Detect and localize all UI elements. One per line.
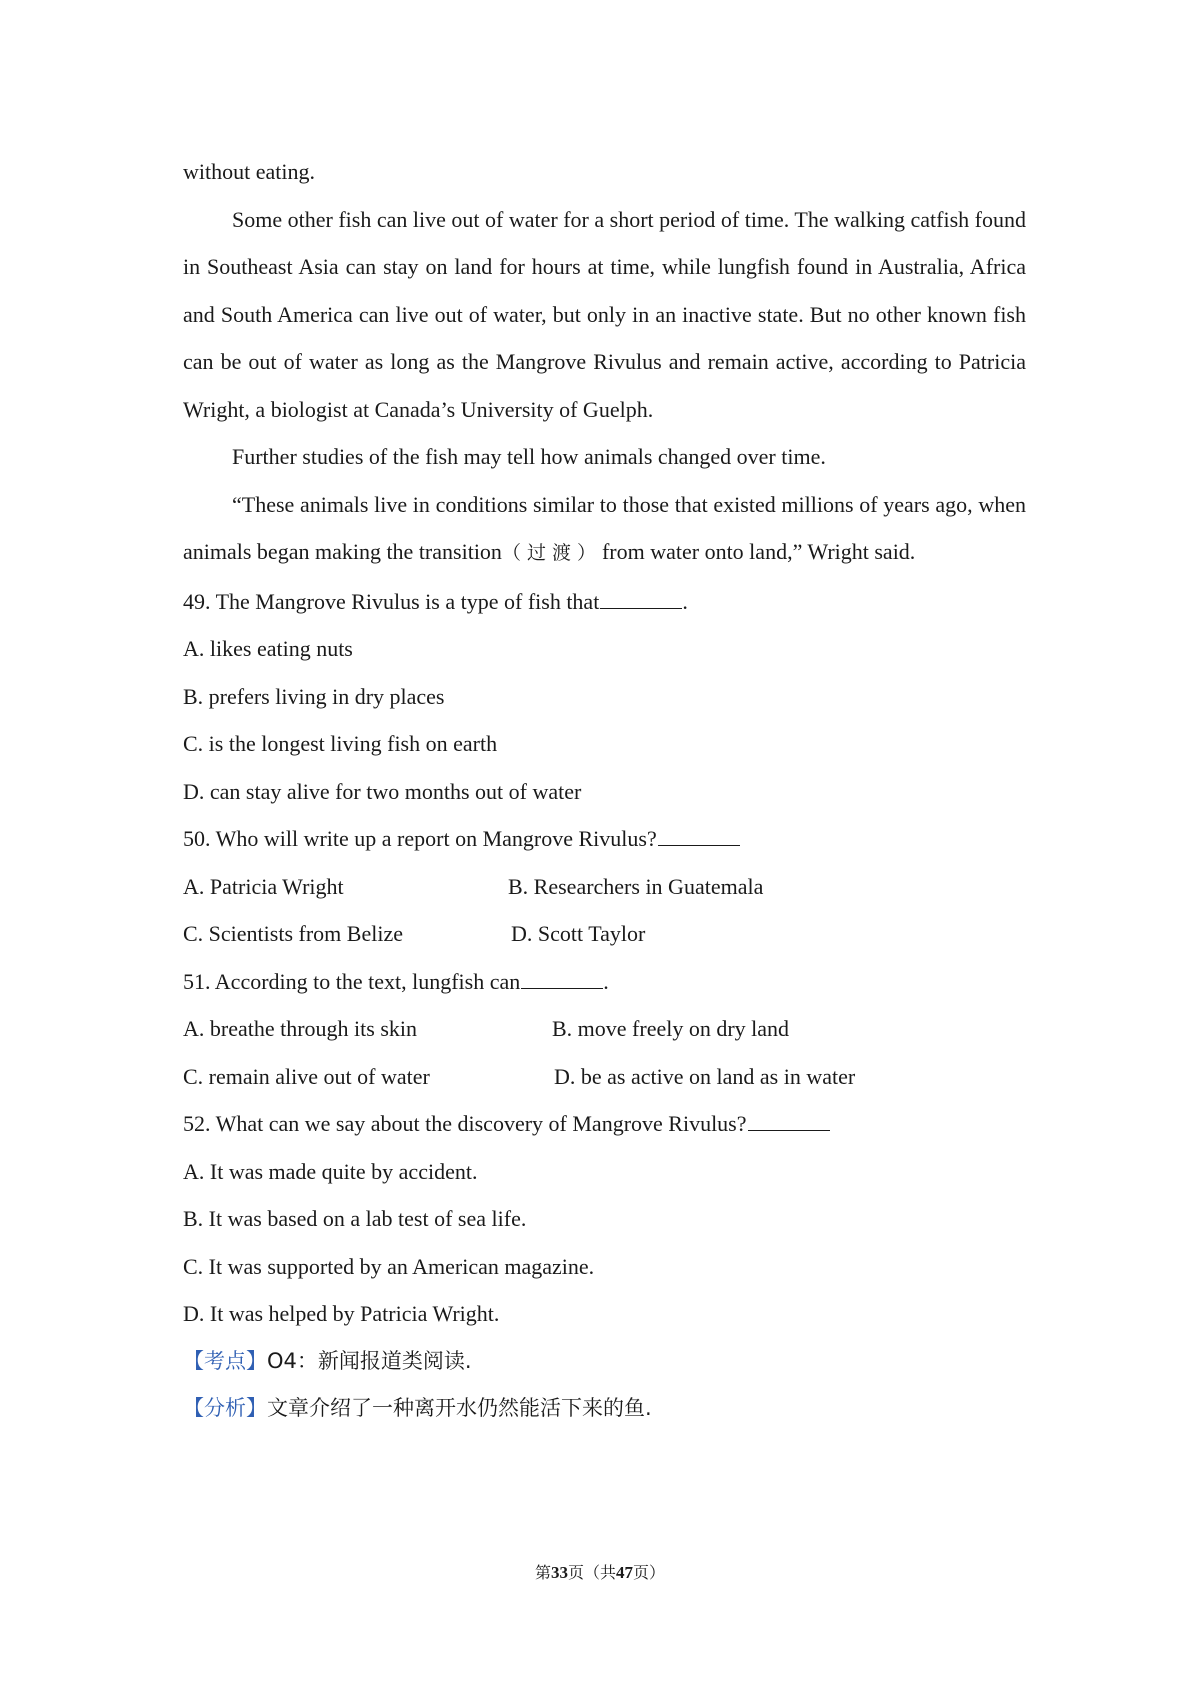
answer-blank bbox=[658, 827, 740, 846]
question-50-option-c: C. Scientists from Belize bbox=[183, 921, 403, 946]
question-52-option-b: B. It was based on a lab test of sea life. bbox=[183, 1206, 527, 1231]
total-page-count: 47 bbox=[616, 1563, 633, 1582]
fenxi-tag: 【分析】 bbox=[183, 1396, 267, 1420]
question-50-options-row-2 bbox=[183, 910, 1026, 958]
passage-paragraph-1: Some other fish can live out of water for a short period of time. The walking catfish found in Southeast Asia can stay on land for hours at time, while lungfish found in Australia, Africa and South America can live out of water, but only in an inactive state. But no other known fish can be out of water as long as the Mangrove Rivulus and remain active, according to Patricia Wright, a biologist at Canada’s University of Guelph. bbox=[183, 206, 1026, 422]
answer-blank bbox=[521, 970, 603, 989]
passage-paragraph-2: Further studies of the fish may tell how animals changed over time. bbox=[232, 444, 826, 469]
question-51-option-d: D. be as active on land as in water bbox=[554, 1063, 856, 1089]
passage-paragraph-3-end: from water onto land,” Wright said. bbox=[601, 539, 916, 564]
question-49-option-a: A. likes eating nuts bbox=[183, 636, 353, 661]
passage-chinese-gloss: （过渡） bbox=[501, 542, 602, 564]
question-51-option-a: A. breathe through its skin bbox=[183, 1016, 418, 1041]
question-51-option-c: C. remain alive out of water bbox=[183, 1063, 430, 1089]
question-52-stem: 52. What can we say about the discovery of Mangrove Rivulus? bbox=[183, 1100, 1026, 1148]
question-49-option-c: C. is the longest living fish on earth bbox=[183, 731, 498, 756]
question-49-stem: 49. The Mangrove Rivulus is a type of fish that . bbox=[183, 588, 688, 614]
question-51-options-row-2 bbox=[183, 1053, 1026, 1101]
fenxi-text: 文章介绍了一种离开水仍然能活下来的鱼. bbox=[267, 1396, 652, 1420]
question-50-options-row-1 bbox=[183, 863, 1026, 911]
question-51-options-row-1 bbox=[183, 1005, 1026, 1053]
question-52-option-d: D. It was helped by Patricia Wright. bbox=[183, 1301, 500, 1326]
kaodian-text: O4：新闻报道类阅读. bbox=[267, 1348, 472, 1373]
question-51-stem: 51. According to the text, lungfish can . bbox=[183, 968, 609, 994]
question-52-option-a: A. It was made quite by accident. bbox=[183, 1158, 478, 1184]
answer-blank bbox=[600, 590, 682, 609]
question-51-option-b: B. move freely on dry land bbox=[552, 1016, 790, 1041]
question-52-option-c: C. It was supported by an American magazine. bbox=[183, 1253, 595, 1279]
current-page-number: 33 bbox=[550, 1563, 568, 1582]
kaodian-tag: 【考点】 bbox=[183, 1348, 267, 1373]
question-50-option-d: D. Scott Taylor bbox=[511, 921, 646, 946]
passage-continuation: without eating. bbox=[183, 159, 315, 184]
passage-paragraph-3-start: “These animals live in conditions similar to those that existed millions of years ago, when animals began making the transition bbox=[183, 491, 1026, 564]
page-footer: 第33页（共47页） bbox=[534, 1563, 666, 1582]
analysis-kaodian bbox=[183, 1338, 1026, 1386]
analysis-fenxi bbox=[183, 1385, 1026, 1433]
answer-blank bbox=[748, 1112, 830, 1131]
passage-paragraph-3 bbox=[183, 481, 1026, 578]
question-49-option-b: B. prefers living in dry places bbox=[183, 683, 445, 709]
question-50-option-a: A. Patricia Wright bbox=[183, 873, 344, 899]
question-49-option-d: D. can stay alive for two months out of water bbox=[183, 778, 582, 804]
question-50-option-b: B. Researchers in Guatemala bbox=[508, 873, 764, 899]
question-50-stem: 50. Who will write up a report on Mangrove Rivulus? bbox=[183, 815, 1026, 863]
document-content bbox=[183, 148, 1026, 1433]
